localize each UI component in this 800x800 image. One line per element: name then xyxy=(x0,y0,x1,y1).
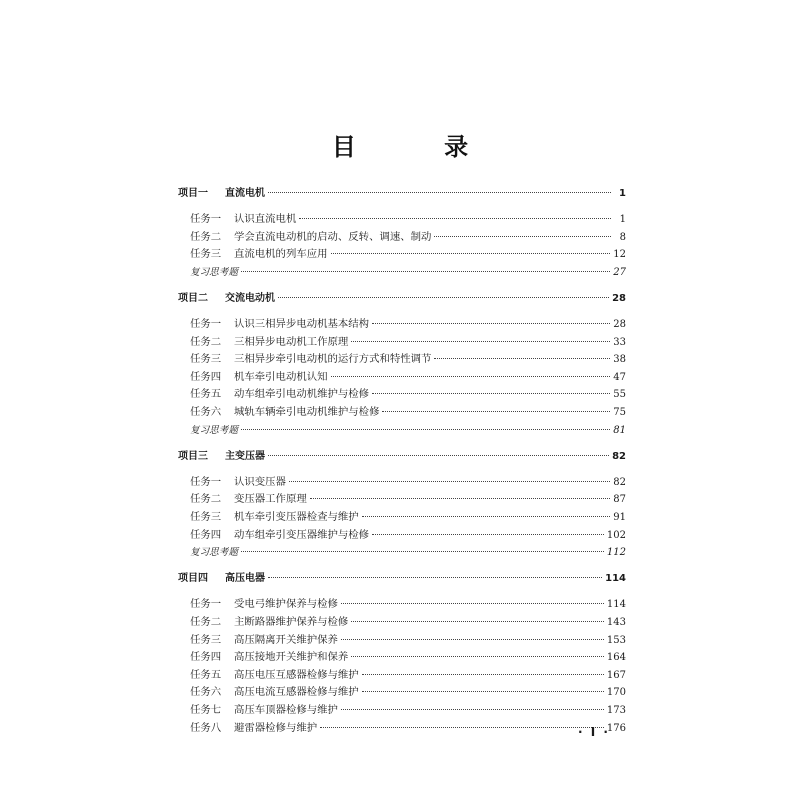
dot-leader xyxy=(351,621,604,622)
entry-number: 任务三 xyxy=(190,248,222,261)
entry-title: 高压电器 xyxy=(225,573,265,585)
entry-number: 任务一 xyxy=(190,213,222,226)
entry-title: 三相异步牵引电动机的运行方式和特性调节 xyxy=(234,353,432,366)
entry-page: 38 xyxy=(613,354,626,366)
entry-number: 任务二 xyxy=(190,493,222,506)
dot-leader xyxy=(241,551,604,552)
spacer xyxy=(178,308,626,317)
entry-number: 任务一 xyxy=(190,598,222,611)
entry-title: 交流电动机 xyxy=(225,292,275,304)
spacer xyxy=(178,281,626,290)
dot-leader xyxy=(341,639,604,640)
dot-leader xyxy=(382,411,610,412)
spacer xyxy=(178,203,626,212)
entry-title: 机车牵引变压器检查与维护 xyxy=(234,511,359,523)
entry-number: 任务七 xyxy=(190,703,222,716)
dot-leader xyxy=(362,691,604,692)
entry-number: 任务二 xyxy=(190,335,222,348)
entry-page: 55 xyxy=(613,389,626,401)
entry-title: 认识直流电机 xyxy=(234,213,297,226)
dot-leader xyxy=(331,253,611,254)
dot-leader xyxy=(362,674,604,675)
spacer xyxy=(178,562,626,571)
dot-leader xyxy=(310,498,611,499)
entry-page: 102 xyxy=(606,529,626,541)
entry-number: 任务一 xyxy=(190,475,222,488)
entry-title: 避雷器检修与维护 xyxy=(234,721,318,734)
toc-project-entry[interactable] xyxy=(178,570,626,588)
entry-title: 复习思考题 xyxy=(190,266,238,278)
toc-task-entry[interactable] xyxy=(178,509,626,527)
dot-leader xyxy=(434,358,610,359)
dot-leader xyxy=(341,603,604,604)
spacer xyxy=(178,439,626,448)
entry-page: 28 xyxy=(613,319,626,331)
toc-review-entry[interactable] xyxy=(178,264,626,282)
entry-title: 复习思考题 xyxy=(190,547,238,559)
entry-number: 任务五 xyxy=(190,668,222,681)
entry-page: 8 xyxy=(619,231,626,243)
entry-title: 主断路器维护保养与检修 xyxy=(234,615,349,628)
toc-task-entry[interactable] xyxy=(178,404,626,422)
entry-title: 受电弓维护保养与检修 xyxy=(234,598,338,611)
entry-page: 1 xyxy=(619,214,626,226)
entry-page: 82 xyxy=(612,450,626,462)
entry-title: 认识三相异步电动机基本结构 xyxy=(234,318,370,331)
dot-leader xyxy=(320,727,604,728)
toc-task-entry[interactable] xyxy=(178,702,626,720)
toc-task-entry[interactable] xyxy=(178,351,626,369)
toc-task-entry[interactable] xyxy=(178,316,626,334)
entry-page: 81 xyxy=(613,424,626,436)
toc-task-entry[interactable] xyxy=(178,334,626,352)
toc-task-entry[interactable] xyxy=(178,720,626,738)
entry-page: 164 xyxy=(606,652,626,664)
dot-leader xyxy=(299,218,611,219)
dot-leader xyxy=(278,297,609,298)
entry-title: 直流电机 xyxy=(225,188,265,199)
toc-task-entry[interactable] xyxy=(178,649,626,667)
entry-number: 任务四 xyxy=(190,528,222,541)
entry-number: 任务三 xyxy=(190,633,222,646)
entry-title: 三相异步电动机工作原理 xyxy=(234,335,349,348)
page-title: 目 录 xyxy=(331,133,509,161)
entry-number: 任务六 xyxy=(190,686,222,699)
entry-page: 91 xyxy=(613,512,626,523)
entry-page: 112 xyxy=(606,547,626,559)
entry-page: 87 xyxy=(613,494,626,506)
entry-page: 75 xyxy=(613,407,626,419)
entry-page: 153 xyxy=(606,634,626,646)
entry-title: 高压隔离开关维护保养 xyxy=(234,633,338,646)
spacer xyxy=(178,588,626,597)
entry-page: 27 xyxy=(613,266,626,278)
entry-number: 任务五 xyxy=(190,388,222,401)
entry-page: 170 xyxy=(606,687,626,699)
entry-number: 任务四 xyxy=(190,651,222,664)
entry-number: 任务八 xyxy=(190,721,222,734)
dot-leader xyxy=(331,376,611,377)
entry-page: 1 xyxy=(619,188,626,199)
toc-project-entry[interactable] xyxy=(178,290,626,308)
entry-page: 82 xyxy=(613,476,626,488)
entry-title: 城轨车辆牵引电动机维护与检修 xyxy=(234,406,380,419)
entry-number: 项目二 xyxy=(178,292,208,304)
dot-leader xyxy=(241,271,610,272)
entry-title: 高压电压互感器检修与维护 xyxy=(234,668,359,681)
spacer xyxy=(178,465,626,474)
entry-page: 114 xyxy=(606,599,626,611)
entry-title: 机车牵引电动机认知 xyxy=(234,370,328,383)
entry-title: 变压器工作原理 xyxy=(234,493,307,506)
entry-title: 动车组牵引电动机维护与检修 xyxy=(234,388,370,401)
toc-project-entry[interactable] xyxy=(178,185,626,203)
toc-project-entry[interactable] xyxy=(178,448,626,466)
dot-leader xyxy=(362,516,611,517)
dot-leader xyxy=(241,429,610,430)
entry-title: 高压接地开关维护和保养 xyxy=(234,651,349,664)
entry-number: 项目一 xyxy=(178,188,208,199)
toc-task-entry[interactable] xyxy=(178,667,626,685)
entry-number: 项目三 xyxy=(178,450,208,462)
toc-task-entry[interactable] xyxy=(178,211,626,229)
toc-task-entry[interactable] xyxy=(178,246,626,264)
toc-review-entry[interactable] xyxy=(178,544,626,562)
toc-task-entry[interactable] xyxy=(178,474,626,492)
dot-leader xyxy=(289,481,610,482)
entry-number: 任务一 xyxy=(190,318,222,331)
entry-title: 高压车顶器检修与维护 xyxy=(234,703,338,716)
entry-page: 33 xyxy=(613,336,626,348)
entry-page: 12 xyxy=(613,249,626,261)
dot-leader xyxy=(268,455,609,456)
entry-title: 主变压器 xyxy=(225,450,265,462)
entry-page: 173 xyxy=(606,704,626,716)
entry-title: 动车组牵引变压器维护与检修 xyxy=(234,528,370,541)
entry-page: 28 xyxy=(612,292,626,304)
dot-leader xyxy=(268,192,611,193)
toc-task-entry[interactable] xyxy=(178,527,626,545)
toc-task-entry[interactable] xyxy=(178,229,626,247)
entry-title: 学会直流电动机的启动、反转、调速、制动 xyxy=(234,230,432,243)
entry-number: 任务三 xyxy=(190,511,222,523)
entry-page: 176 xyxy=(606,722,626,734)
dot-leader xyxy=(434,236,611,237)
dot-leader xyxy=(341,709,604,710)
dot-leader xyxy=(351,656,604,657)
page-number: · I · xyxy=(578,725,610,739)
toc-task-entry[interactable] xyxy=(178,491,626,509)
toc-task-entry[interactable] xyxy=(178,386,626,404)
toc-task-entry[interactable] xyxy=(178,684,626,702)
dot-leader xyxy=(372,393,610,394)
entry-number: 任务六 xyxy=(190,406,222,419)
entry-number: 任务二 xyxy=(190,230,222,243)
table-of-contents xyxy=(178,185,626,737)
toc-task-entry[interactable] xyxy=(178,369,626,387)
entry-page: 167 xyxy=(606,669,626,681)
dot-leader xyxy=(372,323,610,324)
entry-title: 认识变压器 xyxy=(234,475,286,488)
entry-number: 任务三 xyxy=(190,353,222,366)
toc-review-entry[interactable] xyxy=(178,422,626,440)
dot-leader xyxy=(268,577,602,578)
entry-number: 任务四 xyxy=(190,370,222,383)
entry-title: 直流电机的列车应用 xyxy=(234,248,328,261)
dot-leader xyxy=(351,341,610,342)
entry-page: 47 xyxy=(613,371,626,383)
dot-leader xyxy=(372,534,604,535)
entry-page: 143 xyxy=(606,616,626,628)
toc-task-entry[interactable] xyxy=(178,596,626,614)
entry-title: 高压电流互感器检修与维护 xyxy=(234,686,359,699)
entry-page: 114 xyxy=(605,573,626,585)
toc-task-entry[interactable] xyxy=(178,632,626,650)
entry-number: 任务二 xyxy=(190,615,222,628)
entry-number: 项目四 xyxy=(178,573,208,585)
toc-task-entry[interactable] xyxy=(178,614,626,632)
entry-title: 复习思考题 xyxy=(190,424,238,436)
